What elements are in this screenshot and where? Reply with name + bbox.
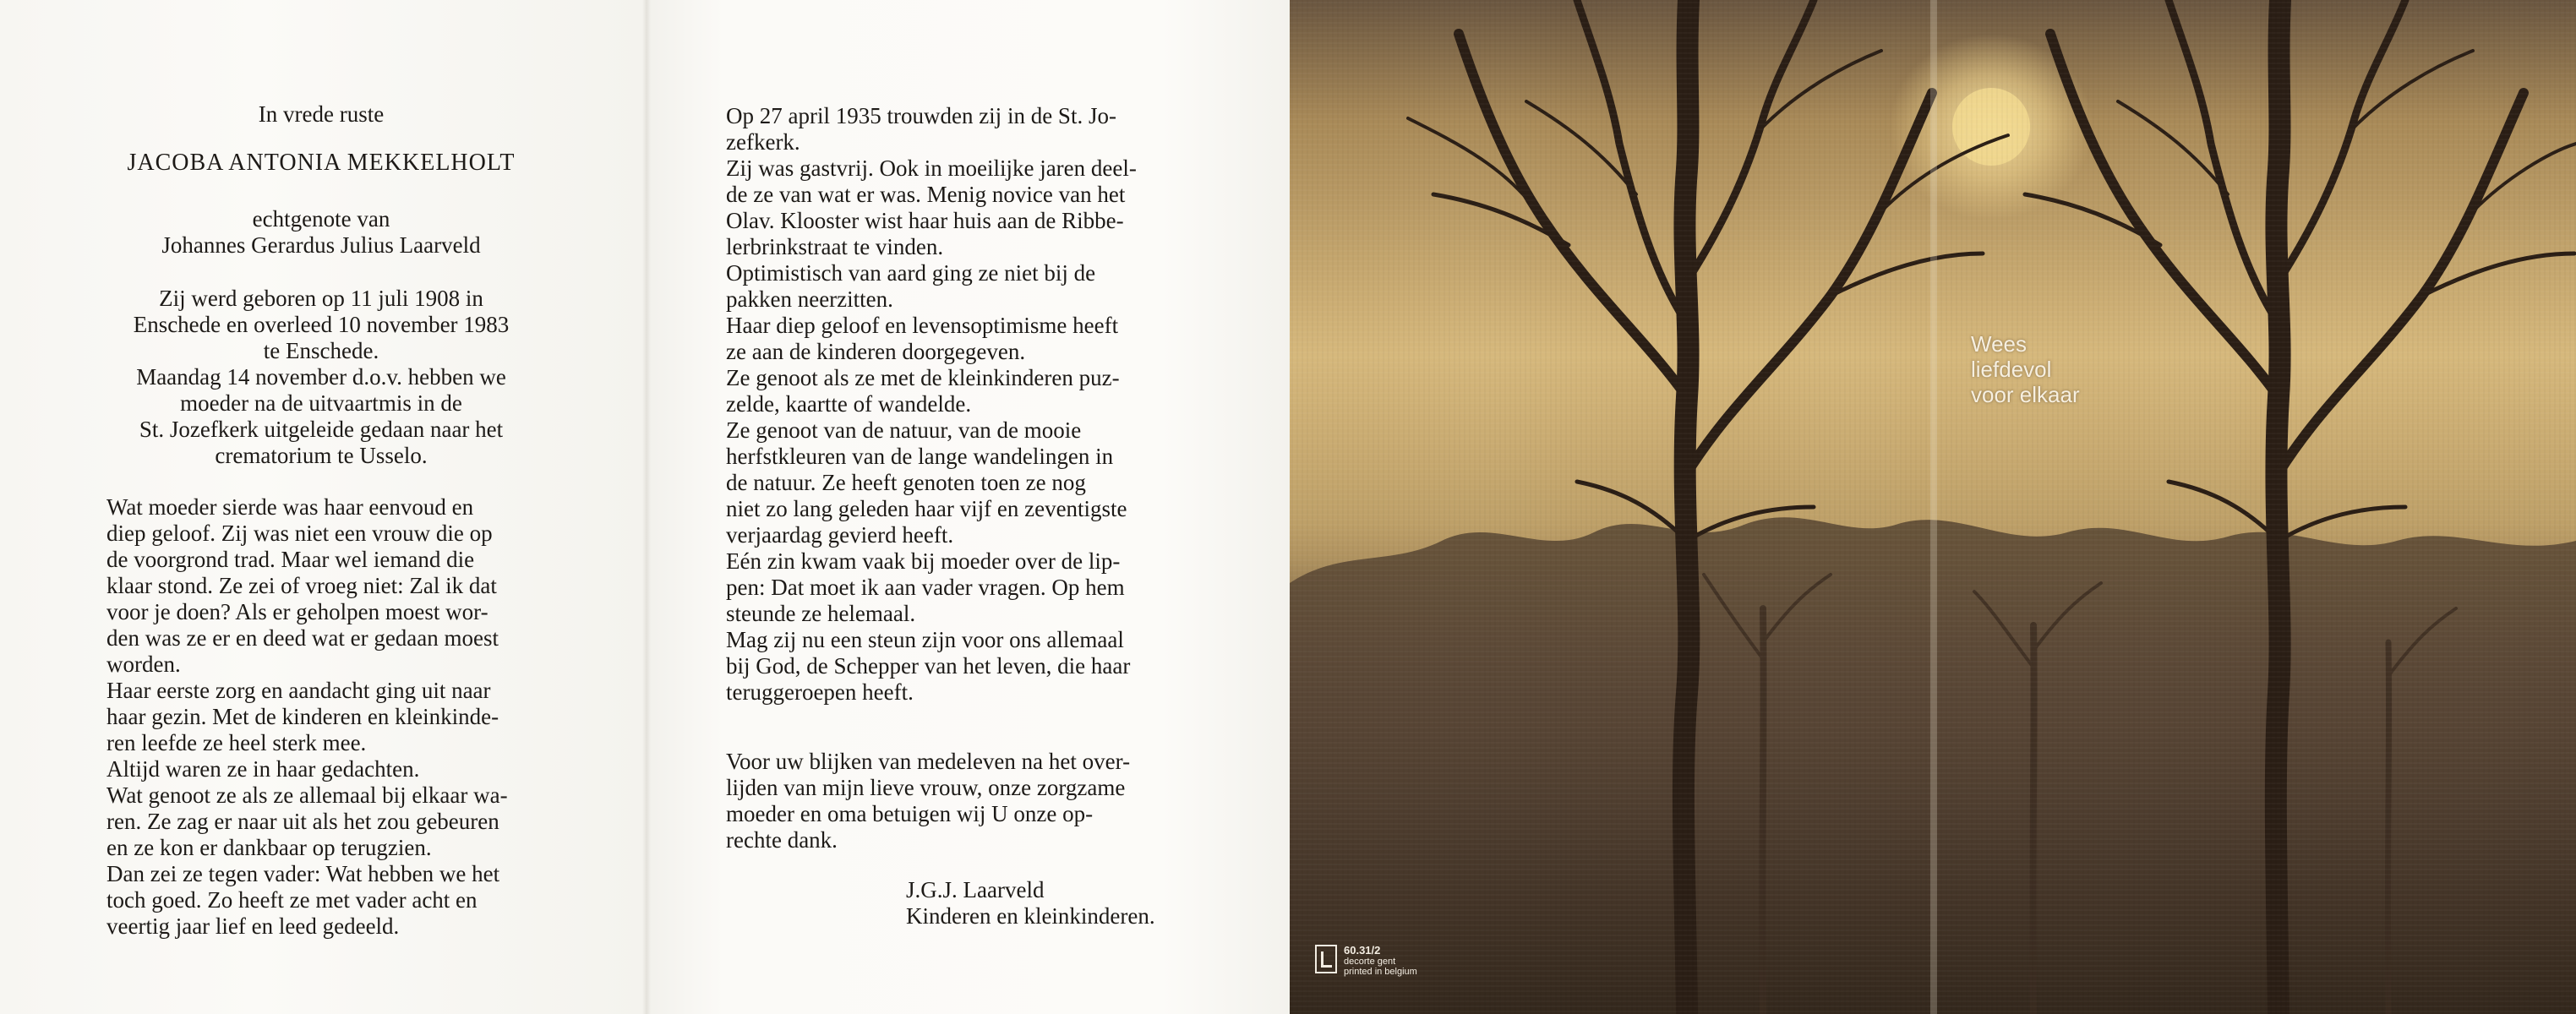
spouse-line: echtgenote van: [252, 206, 390, 232]
spouse-block: [93, 206, 549, 259]
story-line: ze aan de kinderen doorgegeven.: [726, 339, 1026, 364]
dates-line: crematorium te Usselo.: [215, 443, 428, 468]
motto-line: voor elkaar: [1971, 382, 2080, 407]
publisher-code: 60.31/2: [1344, 944, 1381, 957]
story-line: en ze kon er dankbaar op terugzien.: [106, 835, 432, 860]
story-line: de natuur. Ze heeft genoten toen ze nog: [726, 470, 1086, 495]
dates-line: St. Jozefkerk uitgeleide gedaan naar het: [139, 417, 504, 442]
story-line: Optimistisch van aard ging ze niet bij de: [726, 260, 1096, 286]
thanks-line: Voor uw blijken van medeleven na het over-: [726, 749, 1131, 774]
story-line: Zij was gastvrij. Ook in moeilijke jaren deel-: [726, 155, 1137, 181]
story-line: toch goed. Zo heeft ze met vader acht en: [106, 887, 478, 913]
story-line: Olav. Klooster wist haar huis aan de Ribbe-: [726, 208, 1124, 233]
story-line: bij God, de Schepper van het leven, die haar: [726, 653, 1131, 679]
thanks-line: lijden van mijn lieve vrouw, onze zorgzame: [726, 775, 1126, 800]
story-line: voor je doen? Als er geholpen moest wor-: [106, 599, 488, 624]
cover-motto: [1971, 331, 2191, 407]
story-line: Wat moeder sierde was haar eenvoud en: [106, 494, 474, 520]
story-line: verjaardag gevierd heeft.: [726, 522, 954, 548]
deceased-name: JACOBA ANTONIA MEKKELHOLT: [127, 150, 516, 176]
signature-block: [906, 877, 1244, 930]
rest-heading: In vrede ruste: [258, 101, 385, 127]
cover-photo-panel: [1290, 0, 2576, 1014]
story-line: de voorgrond trad. Maar wel iemand die: [106, 547, 475, 572]
story-line: Mag zij nu een steun zijn voor ons allemaal: [726, 627, 1124, 652]
story-line: de ze van wat er was. Menig novice van het: [726, 182, 1126, 207]
spouse-line: Johannes Gerardus Julius Laarveld: [161, 232, 481, 258]
story-line: niet zo lang geleden haar vijf en zeventigste: [726, 496, 1127, 521]
story-line: teruggeroepen heeft.: [726, 679, 914, 705]
life-story-part-1: [106, 494, 592, 940]
story-line: lerbrinkstraat te vinden.: [726, 234, 944, 259]
story-line: Haar diep geloof en levensoptimisme heeft: [726, 313, 1119, 338]
dates-line: te Enschede.: [263, 338, 379, 363]
story-line: zelde, kaartte of wandelde.: [726, 391, 972, 417]
story-line: Haar eerste zorg en aandacht ging uit naar: [106, 678, 491, 703]
story-line: Altijd waren ze in haar gedachten.: [106, 756, 420, 782]
publisher-print-note: printed in belgium: [1344, 967, 1417, 977]
dates-line: moeder na de uitvaartmis in de: [180, 390, 462, 416]
publisher-text: [1344, 945, 1417, 977]
fold-crease: [642, 0, 651, 1014]
motto-line: Wees: [1971, 331, 2027, 357]
story-line: Eén zin kwam vaak bij moeder over de lip-: [726, 548, 1121, 574]
middle-text-panel: [646, 0, 1290, 1014]
story-line: Op 27 april 1935 trouwden zij in de St. Jo-: [726, 103, 1116, 128]
thanks-line: rechte dank.: [726, 827, 838, 853]
publisher-logo-icon: [1315, 945, 1337, 973]
publisher-mark: [1315, 945, 1417, 982]
publisher-name: decorte gent: [1344, 957, 1396, 967]
story-line: herfstkleuren van de lange wandelingen in: [726, 444, 1114, 469]
story-line: ren. Ze zag er naar uit als het zou gebeuren: [106, 809, 499, 834]
story-line: ren leefde ze heel sterk mee.: [106, 730, 367, 755]
story-line: worden.: [106, 651, 181, 677]
story-line: pen: Dat moet ik aan vader vragen. Op hem: [726, 575, 1125, 600]
header-block: [93, 101, 549, 176]
story-line: Wat genoot ze als ze allemaal bij elkaar wa-: [106, 782, 508, 808]
signature-line: J.G.J. Laarveld: [906, 877, 1045, 902]
story-line: Ze genoot van de natuur, van de mooie: [726, 417, 1082, 443]
story-line: den was ze er en deed wat er gedaan moest: [106, 625, 499, 651]
dates-line: Maandag 14 november d.o.v. hebben we: [136, 364, 506, 390]
dates-block: [93, 286, 549, 469]
story-line: Ze genoot als ze met de kleinkinderen puz-: [726, 365, 1120, 390]
thanks-line: moeder en oma betuigen wij U onze op-: [726, 801, 1094, 826]
story-line: klaar stond. Ze zei of vroeg niet: Zal ik dat: [106, 573, 497, 598]
story-line: Dan zei ze tegen vader: Wat hebben we het: [106, 861, 500, 886]
left-text-panel: [0, 0, 646, 1014]
story-line: steunde ze helemaal.: [726, 601, 916, 626]
dates-line: Zij werd geboren op 11 juli 1908 in: [159, 286, 483, 311]
story-line: diep geloof. Zij was niet een vrouw die op: [106, 521, 493, 546]
life-story-part-2: [726, 103, 1216, 706]
thanks-block: [726, 749, 1216, 853]
signature-line: Kinderen en kleinkinderen.: [906, 903, 1155, 929]
story-line: pakken neerzitten.: [726, 286, 893, 312]
tree-landscape-photo: [1290, 0, 2576, 1014]
story-line: zefkerk.: [726, 129, 800, 155]
dates-line: Enschede en overleed 10 november 1983: [133, 312, 510, 337]
story-line: veertig jaar lief en leed gedeeld.: [106, 913, 400, 939]
motto-line: liefdevol: [1971, 357, 2052, 382]
story-line: haar gezin. Met de kinderen en kleinkinde-: [106, 704, 499, 729]
cover-fold-crease: [1930, 0, 1937, 1014]
